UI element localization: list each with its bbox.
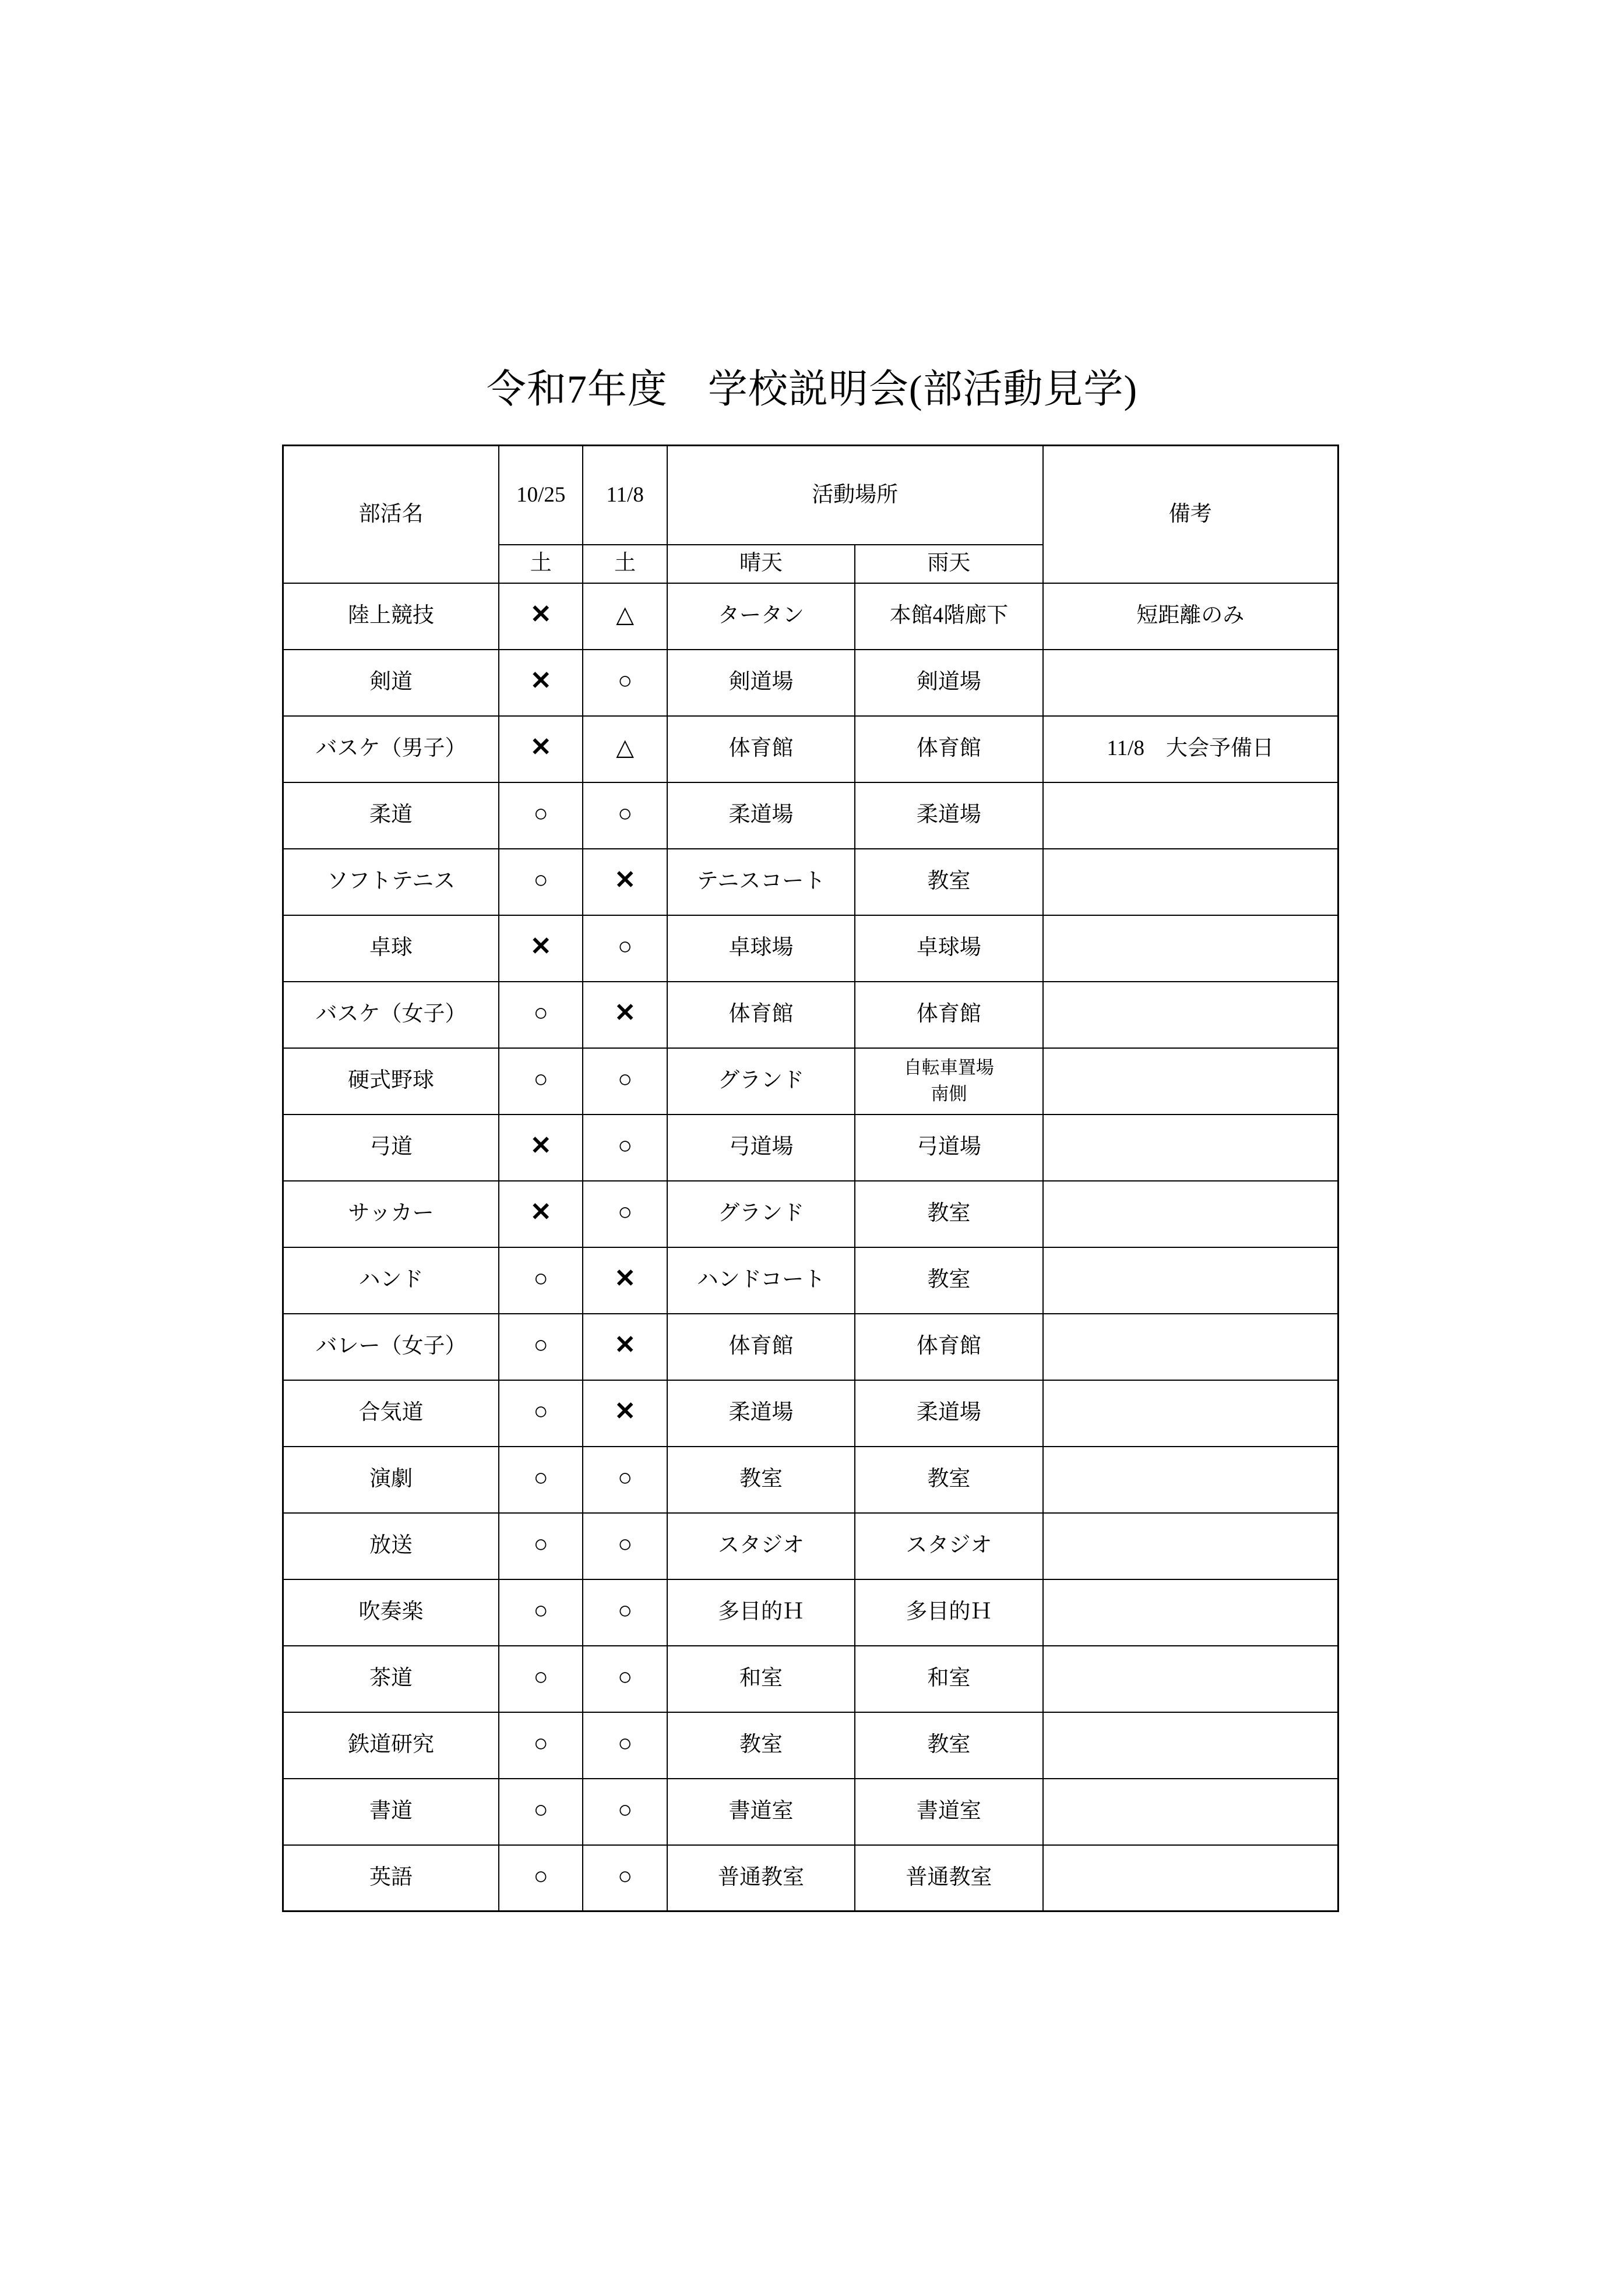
attendance-mark-icon: ○ (617, 1133, 633, 1160)
cell-place-fine: 書道室 (667, 1779, 855, 1845)
cell-place-rain: 体育館 (855, 982, 1042, 1048)
cell-place-rain: 柔道場 (855, 1380, 1042, 1447)
cell-attendance-date-2 (583, 583, 667, 650)
cell-place-fine: 剣道場 (667, 650, 855, 716)
cell-attendance-date-1 (499, 1314, 583, 1380)
column-header-date-1: 10/25 (499, 446, 583, 545)
cell-attendance-date-2 (583, 1048, 667, 1115)
attendance-mark-icon: ○ (617, 1797, 633, 1824)
attendance-mark-icon: ✕ (530, 600, 552, 629)
cell-attendance-date-1 (499, 849, 583, 915)
cell-note (1043, 982, 1338, 1048)
cell-attendance-date-2 (583, 1380, 667, 1447)
attendance-mark-icon: ○ (533, 1000, 548, 1027)
table-row (283, 1712, 1338, 1779)
cell-place-rain: 書道室 (855, 1779, 1042, 1845)
attendance-mark-icon: ✕ (530, 666, 552, 696)
attendance-mark-icon: ○ (617, 1863, 633, 1891)
cell-place-fine: 教室 (667, 1447, 855, 1513)
attendance-mark-icon: ○ (533, 1398, 548, 1426)
attendance-mark-icon: ○ (617, 800, 633, 828)
attendance-mark-icon: ✕ (614, 1397, 636, 1426)
cell-attendance-date-2 (583, 782, 667, 849)
cell-club-name: バレー（女子） (283, 1314, 499, 1380)
cell-place-rain: 教室 (855, 1247, 1042, 1314)
cell-place-rain: 体育館 (855, 716, 1042, 782)
attendance-mark-icon: △ (616, 601, 635, 628)
attendance-mark-icon: ○ (533, 1066, 548, 1094)
cell-attendance-date-2 (583, 1247, 667, 1314)
cell-attendance-date-1 (499, 1181, 583, 1247)
cell-place-fine: 教室 (667, 1712, 855, 1779)
cell-note (1043, 915, 1338, 982)
attendance-mark-icon: ○ (617, 1199, 633, 1226)
cell-attendance-date-2 (583, 1845, 667, 1911)
table-row (283, 1513, 1338, 1579)
column-header-notes: 備考 (1043, 446, 1338, 583)
cell-place-rain: 普通教室 (855, 1845, 1042, 1911)
cell-attendance-date-2 (583, 650, 667, 716)
attendance-mark-icon: ✕ (614, 999, 636, 1028)
activity-schedule-table (282, 445, 1339, 1912)
attendance-mark-icon: ○ (617, 1531, 633, 1558)
table-row (283, 982, 1338, 1048)
attendance-mark-icon: ○ (533, 867, 548, 894)
attendance-mark-icon: ○ (533, 1265, 548, 1293)
cell-club-name: 放送 (283, 1513, 499, 1579)
cell-attendance-date-2 (583, 982, 667, 1048)
attendance-mark-icon: ✕ (530, 733, 552, 762)
cell-place-rain: 教室 (855, 1447, 1042, 1513)
table-row (283, 1646, 1338, 1712)
cell-attendance-date-1 (499, 650, 583, 716)
cell-club-name: 陸上競技 (283, 583, 499, 650)
cell-attendance-date-1 (499, 1247, 583, 1314)
cell-attendance-date-2 (583, 915, 667, 982)
activity-schedule-table-wrapper (282, 445, 1339, 1912)
cell-place-fine: 卓球場 (667, 915, 855, 982)
cell-club-name: ソフトテニス (283, 849, 499, 915)
cell-attendance-date-1 (499, 915, 583, 982)
cell-attendance-date-2 (583, 1115, 667, 1181)
cell-place-rain: 和室 (855, 1646, 1042, 1712)
column-header-fine-weather: 晴天 (667, 545, 855, 583)
cell-note (1043, 1247, 1338, 1314)
page-title: 令和7年度 学校説明会(部活動見学) (486, 367, 1138, 411)
cell-place-rain: スタジオ (855, 1513, 1042, 1579)
table-body (283, 583, 1338, 1911)
attendance-mark-icon: ○ (533, 1664, 548, 1691)
cell-place-fine: 普通教室 (667, 1845, 855, 1911)
cell-place-rain: 教室 (855, 1181, 1042, 1247)
cell-place-rain: 自転車置場 南側 (855, 1048, 1042, 1115)
attendance-mark-icon: ✕ (614, 1264, 636, 1293)
cell-note (1043, 1181, 1338, 1247)
table-row (283, 849, 1338, 915)
cell-attendance-date-1 (499, 583, 583, 650)
attendance-mark-icon: ○ (533, 1863, 548, 1891)
cell-note (1043, 1579, 1338, 1646)
cell-attendance-date-2 (583, 1579, 667, 1646)
cell-place-fine: タータン (667, 583, 855, 650)
attendance-mark-icon: ○ (617, 1597, 633, 1625)
table-row (283, 650, 1338, 716)
cell-club-name: 弓道 (283, 1115, 499, 1181)
cell-note (1043, 1115, 1338, 1181)
attendance-mark-icon: ○ (617, 1730, 633, 1758)
cell-attendance-date-2 (583, 1712, 667, 1779)
attendance-mark-icon: ✕ (530, 1198, 552, 1227)
cell-attendance-date-1 (499, 1380, 583, 1447)
cell-attendance-date-2 (583, 1646, 667, 1712)
cell-note (1043, 650, 1338, 716)
cell-place-rain: 本館4階廊下 (855, 583, 1042, 650)
cell-club-name: 茶道 (283, 1646, 499, 1712)
cell-place-fine: 和室 (667, 1646, 855, 1712)
attendance-mark-icon: ✕ (530, 1131, 552, 1161)
table-row (283, 1247, 1338, 1314)
cell-club-name: 演劇 (283, 1447, 499, 1513)
table-row (283, 1447, 1338, 1513)
cell-place-fine: 弓道場 (667, 1115, 855, 1181)
attendance-mark-icon: ○ (533, 1597, 548, 1625)
cell-attendance-date-1 (499, 716, 583, 782)
attendance-mark-icon: ✕ (614, 866, 636, 895)
attendance-mark-icon: ○ (533, 1730, 548, 1758)
cell-note (1043, 1314, 1338, 1380)
table-row (283, 782, 1338, 849)
cell-club-name: サッカー (283, 1181, 499, 1247)
column-header-date-2: 11/8 (583, 446, 667, 545)
attendance-mark-icon: ○ (533, 1465, 548, 1492)
cell-attendance-date-1 (499, 1845, 583, 1911)
table-row (283, 1048, 1338, 1115)
cell-note (1043, 1712, 1338, 1779)
cell-place-rain: 卓球場 (855, 915, 1042, 982)
cell-note (1043, 1845, 1338, 1911)
cell-place-rain: 教室 (855, 1712, 1042, 1779)
cell-club-name: 英語 (283, 1845, 499, 1911)
cell-attendance-date-1 (499, 1779, 583, 1845)
attendance-mark-icon: ✕ (614, 1331, 636, 1360)
table-row (283, 915, 1338, 982)
table-row (283, 1380, 1338, 1447)
cell-attendance-date-2 (583, 1779, 667, 1845)
attendance-mark-icon: △ (616, 734, 635, 761)
attendance-mark-icon: ○ (617, 668, 633, 695)
column-header-rainy-weather: 雨天 (855, 545, 1042, 583)
cell-attendance-date-1 (499, 1646, 583, 1712)
cell-place-fine: 体育館 (667, 1314, 855, 1380)
cell-club-name: 書道 (283, 1779, 499, 1845)
cell-club-name: バスケ（女子） (283, 982, 499, 1048)
cell-club-name: 鉄道研究 (283, 1712, 499, 1779)
column-header-activity-place: 活動場所 (667, 446, 1043, 545)
attendance-mark-icon: ○ (617, 933, 633, 961)
cell-place-rain: 剣道場 (855, 650, 1042, 716)
cell-attendance-date-2 (583, 1447, 667, 1513)
cell-club-name: 吹奏楽 (283, 1579, 499, 1646)
cell-place-fine: 柔道場 (667, 782, 855, 849)
cell-attendance-date-2 (583, 716, 667, 782)
cell-attendance-date-1 (499, 1048, 583, 1115)
cell-club-name: 硬式野球 (283, 1048, 499, 1115)
cell-attendance-date-1 (499, 1447, 583, 1513)
table-row (283, 583, 1338, 650)
attendance-mark-icon: ○ (533, 1531, 548, 1558)
cell-note (1043, 782, 1338, 849)
cell-place-fine: 柔道場 (667, 1380, 855, 1447)
table-row (283, 1181, 1338, 1247)
attendance-mark-icon: ✕ (530, 932, 552, 961)
table-row (283, 1779, 1338, 1845)
cell-place-fine: 多目的Ｈ (667, 1579, 855, 1646)
attendance-mark-icon: ○ (617, 1066, 633, 1094)
cell-attendance-date-1 (499, 1115, 583, 1181)
table-row (283, 716, 1338, 782)
cell-attendance-date-2 (583, 1513, 667, 1579)
cell-attendance-date-2 (583, 1181, 667, 1247)
attendance-mark-icon: ○ (533, 800, 548, 828)
cell-place-fine: ハンドコート (667, 1247, 855, 1314)
cell-club-name: 剣道 (283, 650, 499, 716)
cell-note (1043, 1646, 1338, 1712)
cell-note: 短距離のみ (1043, 583, 1338, 650)
cell-club-name: ハンド (283, 1247, 499, 1314)
cell-place-fine: 体育館 (667, 716, 855, 782)
cell-place-fine: グランド (667, 1048, 855, 1115)
cell-attendance-date-1 (499, 1513, 583, 1579)
cell-place-fine: グランド (667, 1181, 855, 1247)
cell-club-name: 合気道 (283, 1380, 499, 1447)
attendance-mark-icon: ○ (533, 1797, 548, 1824)
cell-note (1043, 849, 1338, 915)
table-row (283, 1115, 1338, 1181)
cell-club-name: バスケ（男子） (283, 716, 499, 782)
column-header-dayofweek-2: 土 (583, 545, 667, 583)
cell-place-rain: 多目的Ｈ (855, 1579, 1042, 1646)
table-row (283, 1579, 1338, 1646)
cell-place-rain: 柔道場 (855, 782, 1042, 849)
attendance-mark-icon: ○ (533, 1332, 548, 1359)
attendance-mark-icon: ○ (617, 1465, 633, 1492)
column-header-club-name: 部活名 (283, 446, 499, 583)
cell-place-fine: スタジオ (667, 1513, 855, 1579)
cell-attendance-date-1 (499, 982, 583, 1048)
cell-place-rain: 教室 (855, 849, 1042, 915)
cell-attendance-date-1 (499, 782, 583, 849)
cell-note (1043, 1380, 1338, 1447)
cell-place-fine: 体育館 (667, 982, 855, 1048)
cell-place-rain: 弓道場 (855, 1115, 1042, 1181)
cell-club-name: 卓球 (283, 915, 499, 982)
cell-club-name: 柔道 (283, 782, 499, 849)
cell-place-fine: テニスコート (667, 849, 855, 915)
header-row-dates (283, 446, 1338, 476)
attendance-mark-icon: ○ (617, 1664, 633, 1691)
table-header (283, 446, 1338, 583)
cell-note (1043, 1513, 1338, 1579)
cell-place-rain: 体育館 (855, 1314, 1042, 1380)
cell-attendance-date-1 (499, 1712, 583, 1779)
cell-attendance-date-2 (583, 849, 667, 915)
cell-note (1043, 1447, 1338, 1513)
table-row (283, 1314, 1338, 1380)
cell-note (1043, 1048, 1338, 1115)
cell-note (1043, 1779, 1338, 1845)
cell-attendance-date-1 (499, 1579, 583, 1646)
table-row (283, 1845, 1338, 1911)
cell-note: 11/8 大会予備日 (1043, 716, 1338, 782)
cell-attendance-date-2 (583, 1314, 667, 1380)
column-header-dayofweek-1: 土 (499, 545, 583, 583)
